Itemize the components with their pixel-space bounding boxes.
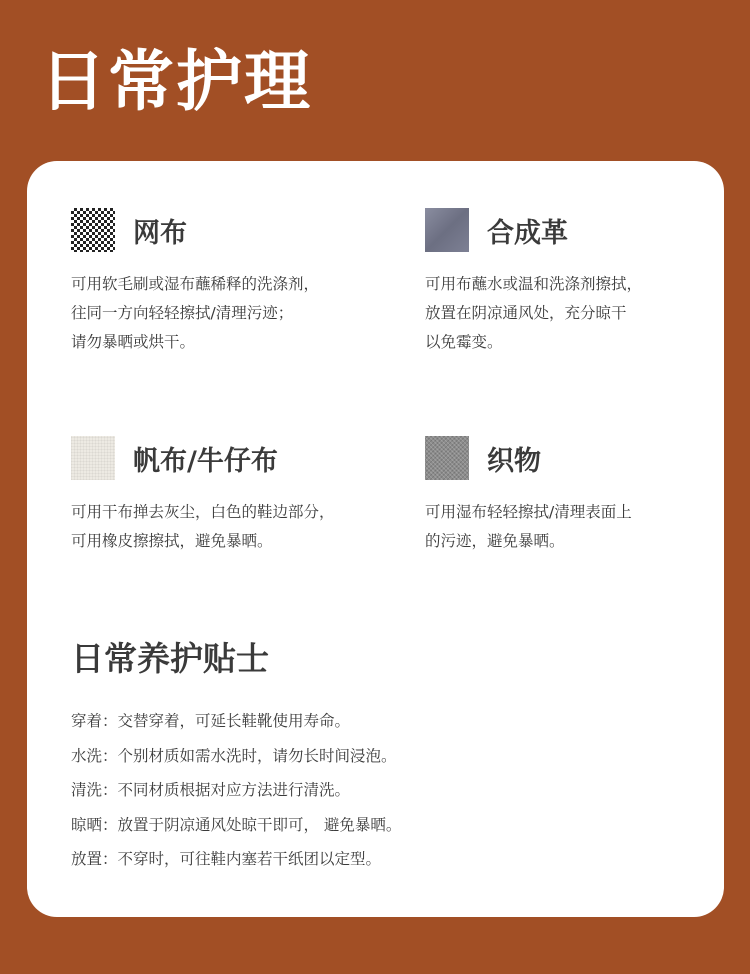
description-line: 可用干布掸去灰尘，白色的鞋边部分， [71,503,335,521]
description-line: 可用橡皮擦擦拭，避免暴晒。 [71,532,273,550]
description-line: 请勿暴晒或烘干。 [71,333,196,351]
material-header [71,208,371,252]
material-name: 织物 [487,445,541,477]
material-synthetic-leather [425,208,725,357]
material-description [425,270,725,357]
description-line: 可用湿布轻轻擦拭/清理表面上 [425,503,632,521]
material-name: 合成革 [487,217,568,249]
fabric-swatch-icon [425,436,469,480]
description-line: 以免霉变。 [425,333,503,351]
tip-item: 清洗：不同材质根据对应方法进行清洗。 [71,781,351,799]
tips-list [71,704,401,877]
description-line: 放置在阴凉通风处，充分晾干 [425,304,627,322]
material-header [425,436,725,480]
canvas-swatch-icon [71,436,115,480]
description-line: 往同一方向轻轻擦拭/清理污迹； [71,304,294,322]
material-description [71,498,371,556]
material-header [425,208,725,252]
tip-item: 穿着：交替穿着，可延长鞋靴使用寿命。 [71,712,351,730]
material-mesh [71,208,371,357]
material-description [425,498,725,556]
leather-swatch-icon [425,208,469,252]
tip-item: 晾晒：放置于阴凉通风处晾干即可， 避免暴晒。 [71,815,402,834]
page-title: 日常护理 [40,43,312,120]
material-fabric [425,436,725,556]
material-description [71,270,371,357]
material-canvas-denim [71,436,371,556]
material-name: 网布 [133,217,187,249]
care-card [27,161,724,917]
description-line: 的污迹，避免暴晒。 [425,532,565,550]
tip-item: 水洗：个别材质如需水洗时，请勿长时间浸泡。 [71,746,397,765]
tip-item: 放置：不穿时，可往鞋内塞若干纸团以定型。 [71,850,382,868]
mesh-swatch-icon [71,208,115,252]
material-header [71,436,371,480]
description-line: 可用软毛刷或湿布蘸稀释的洗涤剂， [71,275,320,293]
description-line: 可用布蘸水或温和洗涤剂擦拭， [425,275,643,293]
material-name: 帆布/牛仔布 [133,445,278,477]
tips-title: 日常养护贴士 [71,639,269,678]
